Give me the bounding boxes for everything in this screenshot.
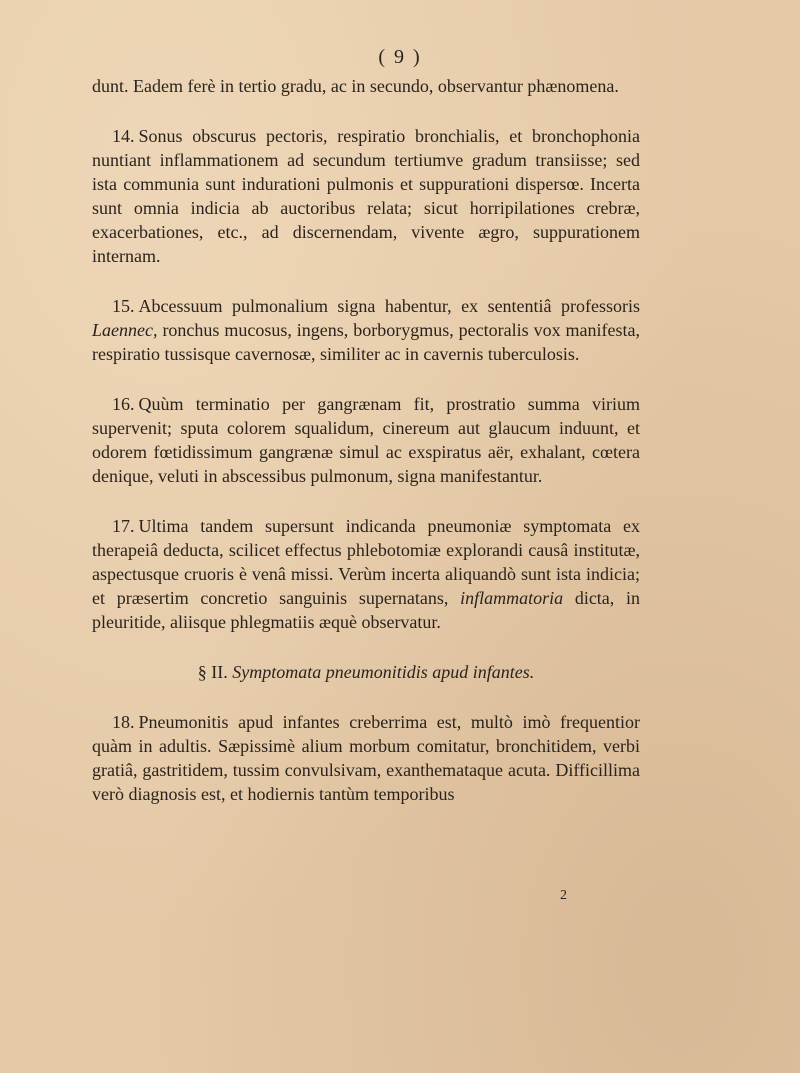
author-name: Laennec,	[92, 320, 158, 340]
section-heading	[92, 660, 640, 684]
body-text	[92, 74, 640, 832]
paragraph-text: Sonus obscurus pectoris, respiratio bronchialis, et bronchophonia nuntiant inflammationem ad secundum tertiumve gradum transiisse; sed ista communia sunt indurationi pulmonis et suppurationi dispersœ. Incerta sunt omnia indicia ab auctoribus relata; sicut horripilationes crebræ, exacerbationes, etc., ad discernendam, vivente ægro, suppurationem internam.	[92, 126, 640, 266]
paragraph-18	[92, 710, 640, 806]
section-number: § II.	[197, 662, 228, 682]
paragraph-text: Quùm terminatio per gangrænam fit, prostratio summa virium supervenit; sputa colorem squalidum, cinereum aut glaucum induunt, et odorem fœtidissimum gangrænæ simul ac exspiratus aër, exhalant, cœtera denique, veluti in abscessibus pulmonum, signa manifestantur.	[92, 394, 640, 486]
paragraph-text: dunt. Eadem ferè in tertio gradu, ac in secundo, observantur phænomena.	[92, 76, 619, 96]
paragraph-number: 18.	[112, 712, 135, 732]
section-title: Symptomata pneumonitidis apud infantes.	[232, 662, 535, 682]
italic-term: inflammatoria	[460, 588, 564, 608]
paragraph-text: dicta, in pleuritide, aliisque phlegmatiis æquè observatur.	[92, 588, 641, 632]
paragraph-text: ronchus mucosus, ingens, borborygmus, pectoralis vox manifesta, respiratio tussisque cavernosæ, similiter ac in cavernis tuberculosis.	[92, 320, 641, 364]
paragraph-number: 17.	[112, 516, 135, 536]
paragraph-text: Abcessuum pulmonalium signa habentur, ex sententiâ professoris	[138, 296, 640, 316]
paragraph-15	[92, 294, 640, 366]
paragraph-text: Ultima tandem supersunt indicanda pneumoniæ symptomata ex therapeiâ deducta, scilicet effectus phlebotomiæ explorandi causâ institutæ, aspectusque cruoris è venâ missi. Verùm incerta aliquandò sunt ista indicia; et præsertim concretio sanguinis supernatans,	[92, 516, 640, 608]
signature-mark: 2	[560, 888, 567, 903]
paragraph-16	[92, 392, 640, 488]
paragraph-number: 16.	[112, 394, 135, 414]
paragraph-text: Pneumonitis apud infantes creberrima est, multò imò frequentior quàm in adultis. Sæpissimè alium morbum comitatur, bronchitidem, verbi gratiâ, gastritidem, tussim convulsivam, exanthemataque acuta. Difficillima verò diagnosis est, et hodiernis tantùm temporibus	[92, 712, 640, 804]
paragraph-17	[92, 514, 640, 634]
paragraph-number: 14.	[112, 126, 135, 146]
paragraph-number: 15.	[112, 296, 135, 316]
paragraph-14	[92, 124, 640, 268]
paragraph-continuation	[92, 74, 640, 98]
page-number: ( 9 )	[378, 46, 422, 68]
